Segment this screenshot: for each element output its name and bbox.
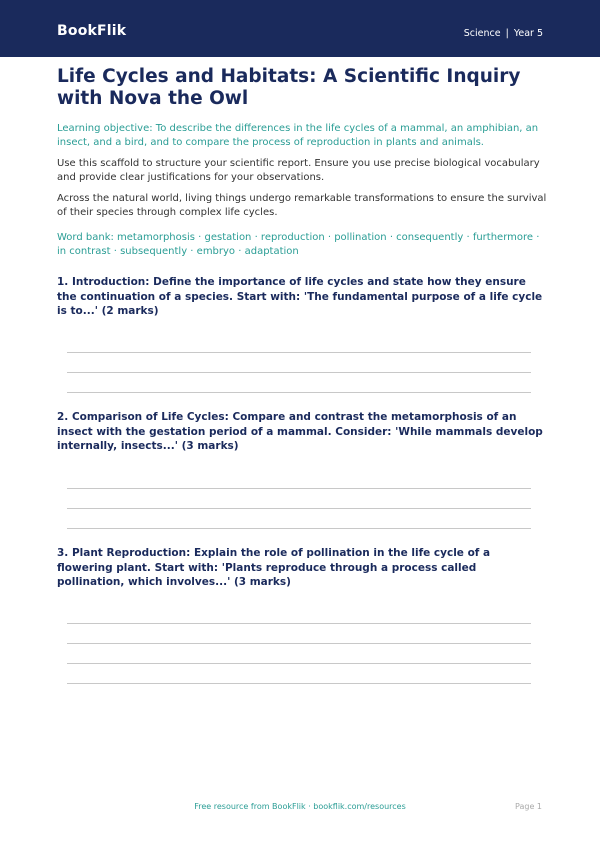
word-bank: Word bank: metamorphosis · gestation · reproduction · pollination · consequently · furthermore · in contrast · subsequently · embryo · adaptation — [57, 232, 540, 257]
answer-line[interactable] — [67, 508, 531, 509]
page-title: Life Cycles and Habitats: A Scientific Inquiry with Nova the Owl — [57, 66, 521, 109]
learning-objective: Learning objective: To describe the differences in the life cycles of a mammal, an amphibian, an insect, and a bird, and to compare the process of reproduction in plants and animals. — [57, 123, 539, 148]
answer-line[interactable] — [67, 683, 531, 684]
page-number: Page 1 — [515, 802, 542, 811]
footer-link[interactable]: Free resource from BookFlik · bookflik.com/resources — [194, 802, 406, 811]
subject-year — [464, 28, 543, 39]
question-3: 3. Plant Reproduction: Explain the role of pollination in the life cycle of a flowering plant. Start with: 'Plants reproduce through a process called pollination, which involves...' (3 marks) — [57, 547, 491, 588]
answer-line[interactable] — [67, 372, 531, 373]
brand-logo[interactable]: BookFlik — [57, 23, 127, 39]
answer-line[interactable] — [67, 392, 531, 393]
intro-paragraph-1: Use this scaffold to structure your scientific report. Ensure you use precise biological vocabulary and provide clear justifications for your observations. — [57, 158, 540, 183]
intro-paragraph-2: Across the natural world, living things undergo remarkable transformations to ensure the survival of their species through complex life cycles. — [57, 193, 547, 218]
answer-line[interactable] — [67, 488, 531, 489]
answer-line[interactable] — [67, 623, 531, 624]
meta-separator: | — [505, 28, 509, 39]
header-bar — [0, 0, 600, 57]
question-1: 1. Introduction: Define the importance of life cycles and state how they ensure the continuation of a species. Start with: 'The fundamental purpose of a life cycle is to...' (2 marks) — [57, 276, 543, 317]
year-label: Year 5 — [513, 28, 543, 39]
question-2: 2. Comparison of Life Cycles: Compare and contrast the metamorphosis of an insect with the gestation period of a mammal. Consider: 'While mammals develop internally, insects...' (3 marks) — [57, 411, 543, 452]
subject-label: Science — [463, 28, 501, 39]
answer-line[interactable] — [67, 643, 531, 644]
answer-line[interactable] — [67, 352, 531, 353]
answer-line[interactable] — [67, 663, 531, 664]
answer-line[interactable] — [67, 528, 531, 529]
